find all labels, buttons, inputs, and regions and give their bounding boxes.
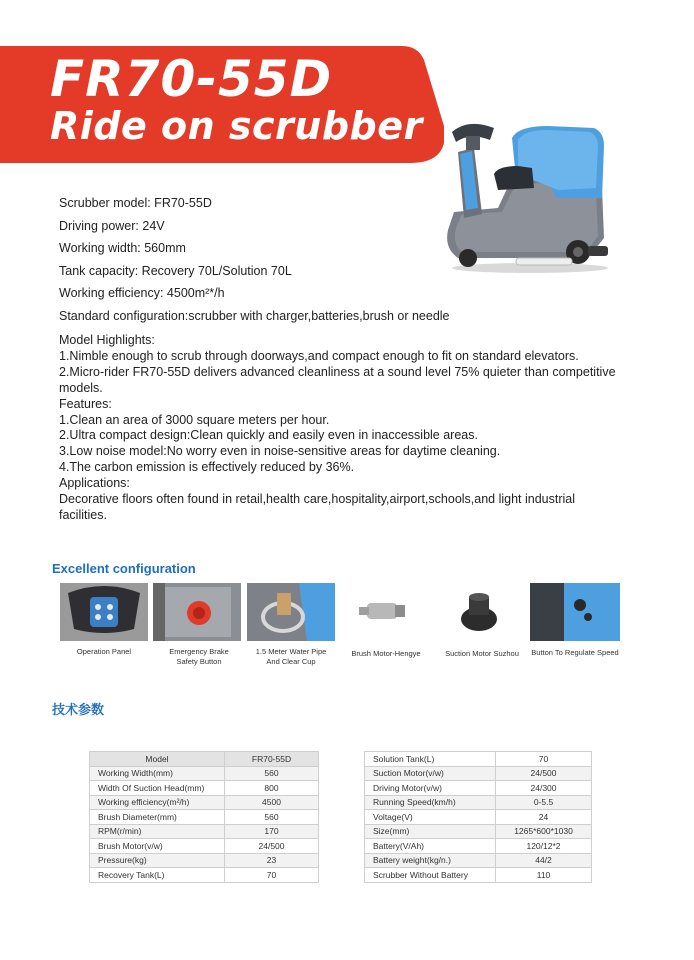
table-cell: 0-5.5 [496,795,592,810]
table-cell: Driving Motor(v/w) [365,781,496,796]
table-cell: 120/12*2 [496,839,592,854]
table-cell: 4500 [225,795,319,810]
table-row [365,795,592,810]
suction-motor-photo [436,583,522,641]
table-row [90,766,319,781]
table-cell: Size(mm) [365,824,496,839]
table-cell: 560 [225,810,319,825]
table-row [365,853,592,868]
table-cell: 110 [496,868,592,883]
brush-motor-photo [341,583,431,641]
table-cell: Voltage(V) [365,810,496,825]
table-row [90,781,319,796]
tech-heading: 技术参数 [52,702,105,717]
table-cell: Battery(V/Ah) [365,839,496,854]
spec-table-right [364,751,592,883]
table-cell: 24 [496,810,592,825]
table-cell: Solution Tank(L) [365,752,496,767]
product-subtitle: Ride on scrubber [50,104,423,148]
spec-line: Working width: 560mm [59,241,186,256]
spec-list [59,192,450,328]
table-cell: 170 [225,824,319,839]
spec-line: Driving power: 24V [59,218,165,233]
config-gallery [60,583,624,641]
table-cell: Pressure(kg) [90,853,225,868]
config-caption: Button To Regulate Speed [531,648,619,657]
features-heading: Features: [59,396,112,411]
table-row [90,853,319,868]
table-cell: Brush Motor(v/w) [90,839,225,854]
highlights-heading: Model Highlights: [59,333,155,347]
table-cell: Suction Motor(v/w) [365,766,496,781]
table-cell: Recovery Tank(L) [90,868,225,883]
table-cell: 70 [496,752,592,767]
water-pipe-photo [247,583,335,641]
table-cell: 23 [225,853,319,868]
table-cell: 24/500 [496,766,592,781]
table-cell: 44/2 [496,853,592,868]
applications-text: Decorative floors often found in retail,health care,hospitality,airport,schools,and light industrial facilities. [59,492,576,522]
table-row [365,781,592,796]
table-row [365,824,592,839]
table-cell: 70 [225,868,319,883]
table-cell: Running Speed(km/h) [365,795,496,810]
table-cell: Working Width(mm) [90,766,225,781]
table-cell: 24/500 [225,839,319,854]
table-row [90,810,319,825]
config-caption: Suction Motor Suzhou [445,649,519,658]
table-cell: FR70-55D [225,752,319,767]
table-row [90,752,319,767]
table-row [365,868,592,883]
scrubber-machine-image [438,118,608,276]
table-cell: Model [90,752,225,767]
feature-item: 3.Low noise model:No worry even in noise-sensitive areas for daytime cleaning. [59,444,501,459]
feature-item: 1.Clean an area of 3000 square meters per hour. [59,412,330,427]
table-cell: RPM(r/min) [90,824,225,839]
table-cell: 800 [225,781,319,796]
table-row [90,839,319,854]
table-row [365,810,592,825]
table-cell: Scrubber Without Battery [365,868,496,883]
emergency-button-photo [153,583,241,641]
highlight-item: 1.Nimble enough to scrub through doorways,and compact enough to fit on standard elevators. [59,348,579,363]
speed-button-photo [530,583,620,641]
highlight-item: 2.Micro-rider FR70-55D delivers advanced cleanliness at a sound level 75% quieter than competitive models. [59,364,616,395]
applications-heading: Applications: [59,476,130,491]
table-row [365,766,592,781]
spec-line: Tank capacity: Recovery 70L/Solution 70L [59,263,292,278]
config-caption: Emergency Brake Safety Button [169,647,229,666]
config-heading: Excellent configuration [52,561,196,576]
model-title: FR70-55D [50,50,333,108]
config-caption: 1.5 Meter Water Pipe And Clear Cup [255,647,327,666]
table-cell: Brush Diameter(mm) [90,810,225,825]
table-cell: Battery weight(kg/n.) [365,853,496,868]
table-row [90,795,319,810]
feature-item: 4.The carbon emission is effectively reduced by 36%. [59,460,355,475]
spec-table-left [89,751,319,883]
config-caption: Operation Panel [76,647,132,656]
table-cell: 1265*600*1030 [496,824,592,839]
table-cell: 560 [225,766,319,781]
operation-panel-photo [60,583,148,641]
highlights-block [59,333,619,524]
spec-line: Standard configuration:scrubber with charger,batteries,brush or needle [59,308,450,323]
table-cell: 24/300 [496,781,592,796]
table-row [365,839,592,854]
spec-line: Working efficiency: 4500m²*/h [59,286,225,301]
config-caption: Brush Motor-Hengye [351,649,421,658]
spec-line: Scrubber model: FR70-55D [59,196,212,210]
table-row [90,824,319,839]
table-cell: Working efficiency(m²/h) [90,795,225,810]
table-row [365,752,592,767]
table-cell: Width Of Suction Head(mm) [90,781,225,796]
table-row [90,868,319,883]
feature-item: 2.Ultra compact design:Clean quickly and easily even in inaccessible areas. [59,428,478,443]
